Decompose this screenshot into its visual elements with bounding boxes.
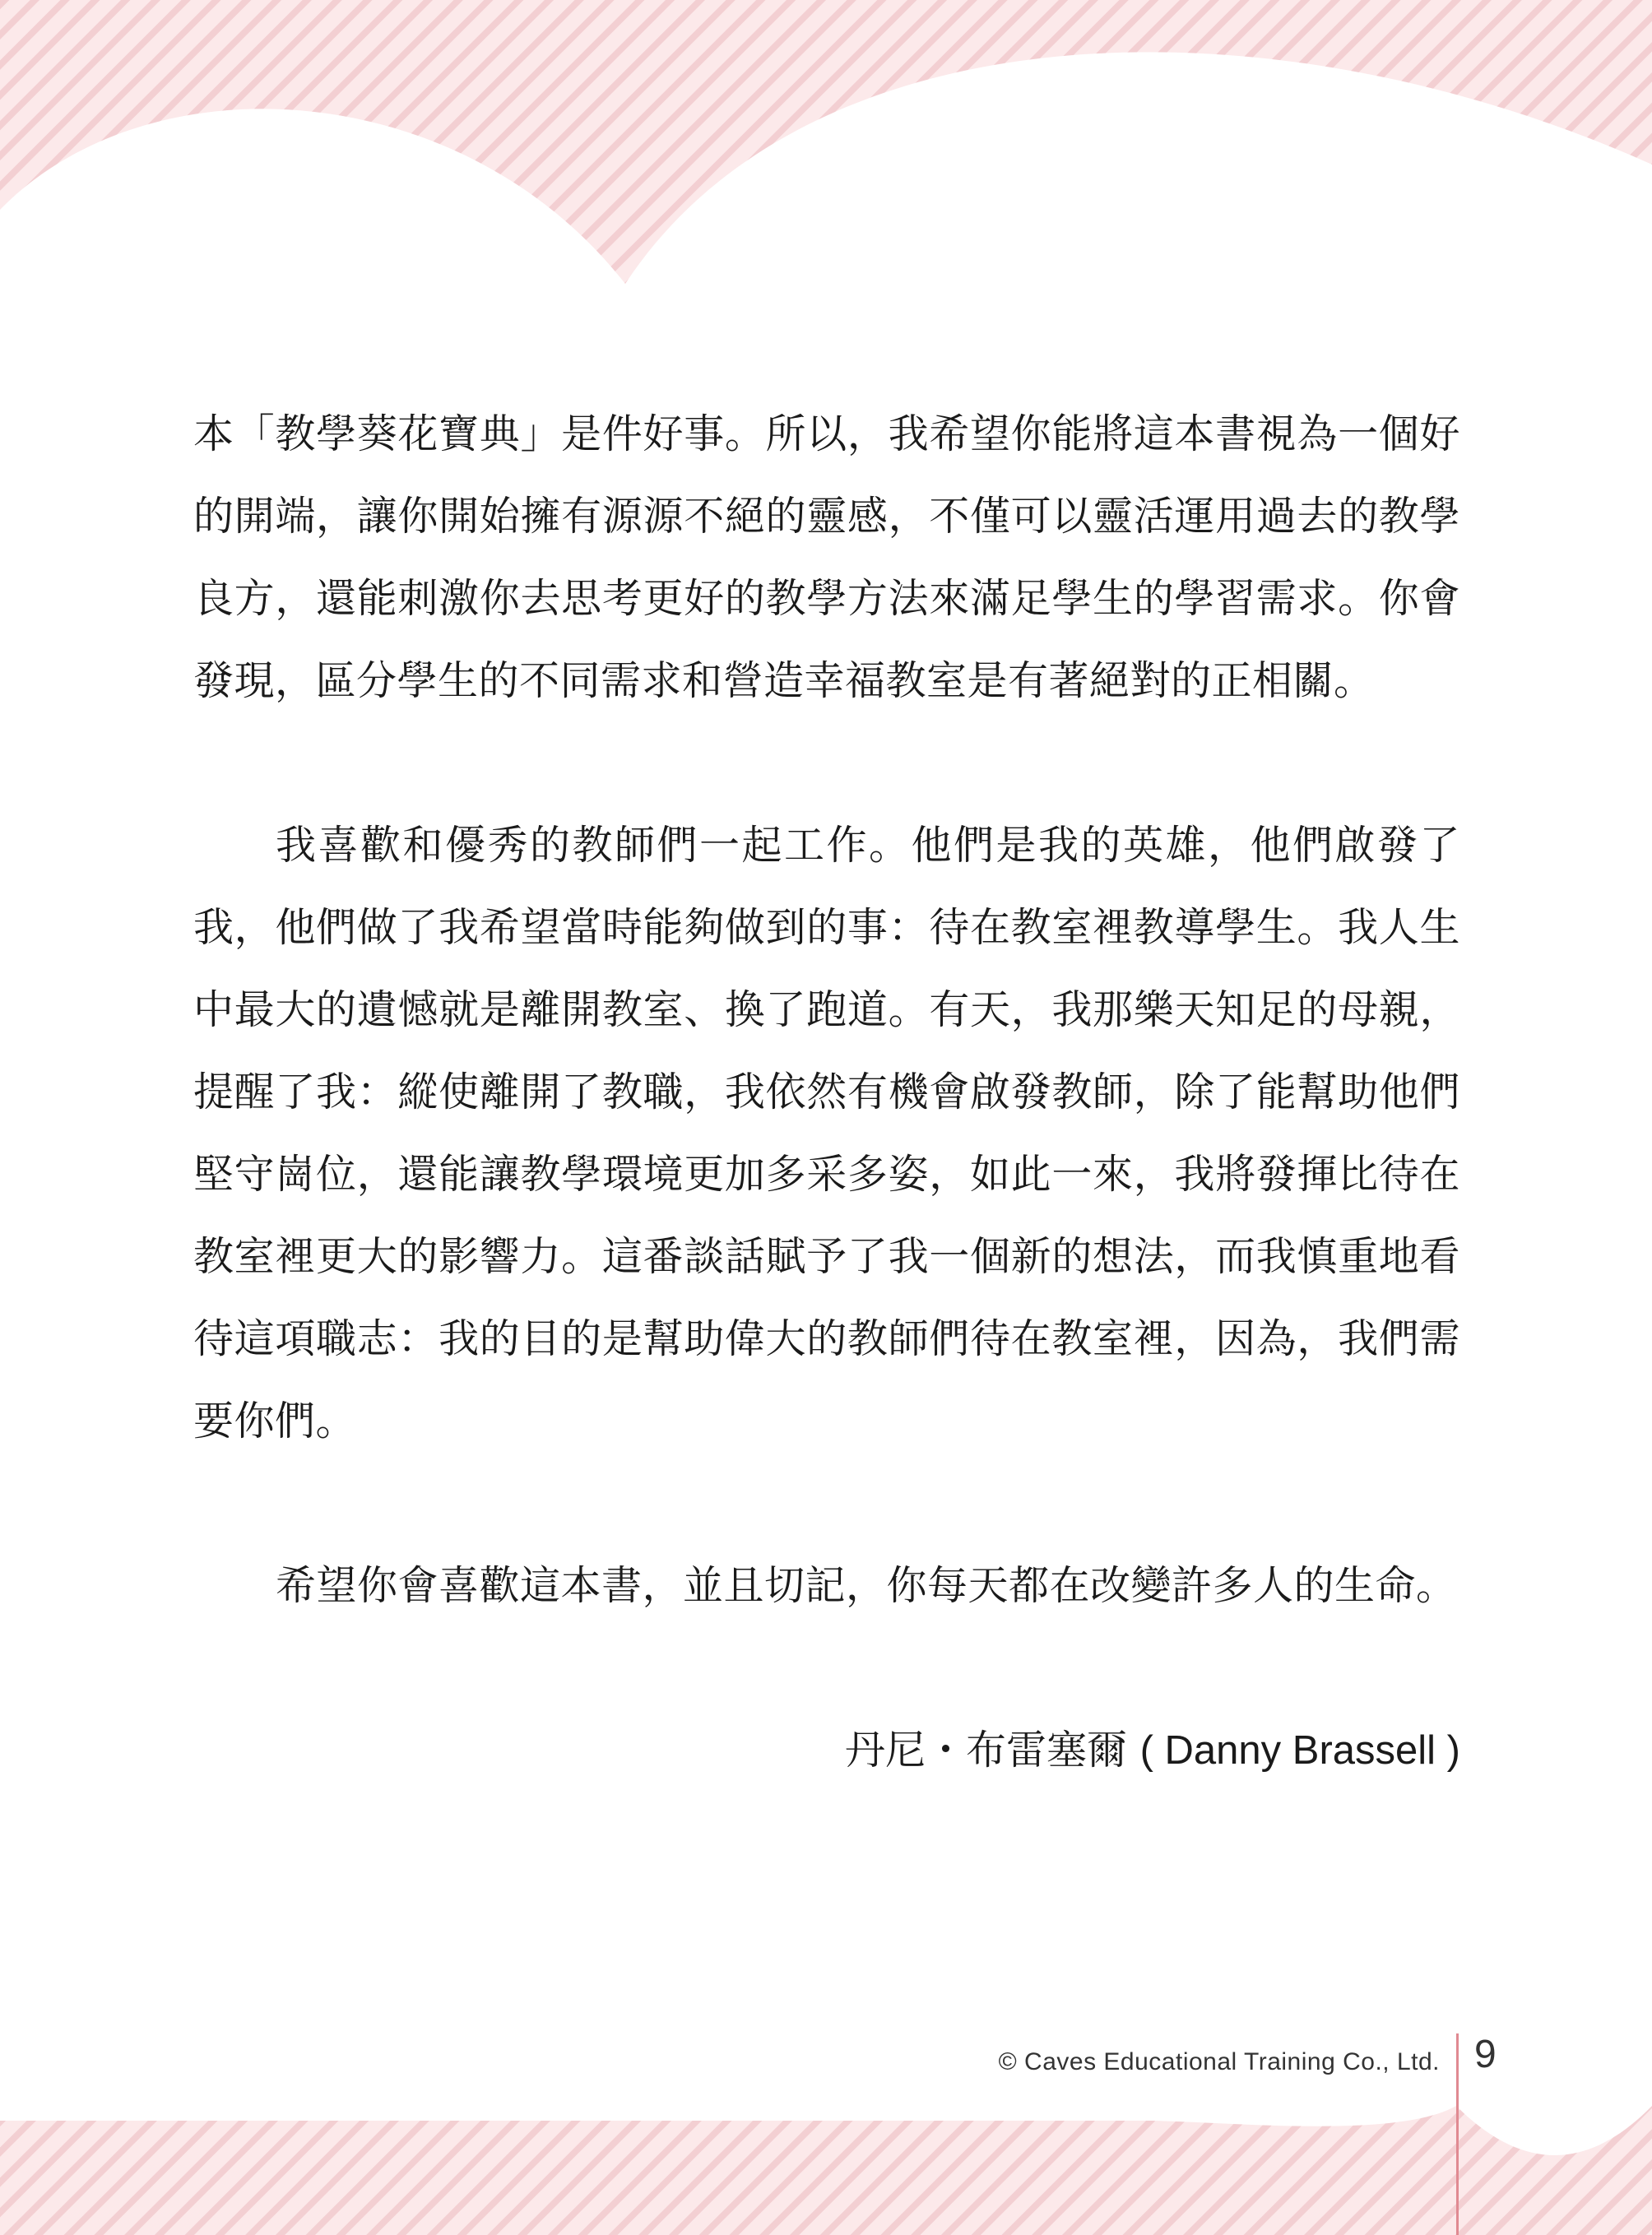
page-number: 9 (1474, 2033, 1497, 2076)
copyright-notice: © Caves Educational Training Co., Ltd. (998, 2048, 1440, 2075)
paragraph-2: 我喜歡和優秀的教師們一起工作。他們是我的英雄，他們啟發了我，他們做了我希望當時能夠做到的事：待在教室裡教導學生。我人生中最大的遺憾就是離開教室、換了跑道。有天，我那樂天知足的母親，提醒了我：縱使離開了教職，我依然有機會啟發教師，除了能幫助他們堅守崗位，還能讓教學環境更加多采多姿，如此一來，我將發揮比待在教室裡更大的影響力。這番談話賦予了我一個新的想法，而我慎重地看待這項職志：我的目的是幫助偉大的教師們待在教室裡，因為，我們需要你們。 (193, 822, 1460, 1444)
paragraph-3: 希望你會喜歡這本書，並且切記，你每天都在改變許多人的生命。 (276, 1562, 1457, 1609)
author-name-english: ( Danny Brassell ) (1139, 1728, 1460, 1773)
page-body (193, 393, 1460, 1792)
author-signature (193, 1709, 1460, 1792)
author-name-chinese: 丹尼・布雷塞爾 (845, 1727, 1128, 1774)
paragraph-1: 本「教學葵花寶典」是件好事。所以，我希望你能將這本書視為一個好的開端，讓你開始擁有源源不絕的靈感，不僅可以靈活運用過去的教學良方，還能刺激你去思考更好的教學方法來滿足學生的學習需求。你會發現，區分學生的不同需求和營造幸福教室是有著絕對的正相關。 (193, 410, 1460, 704)
